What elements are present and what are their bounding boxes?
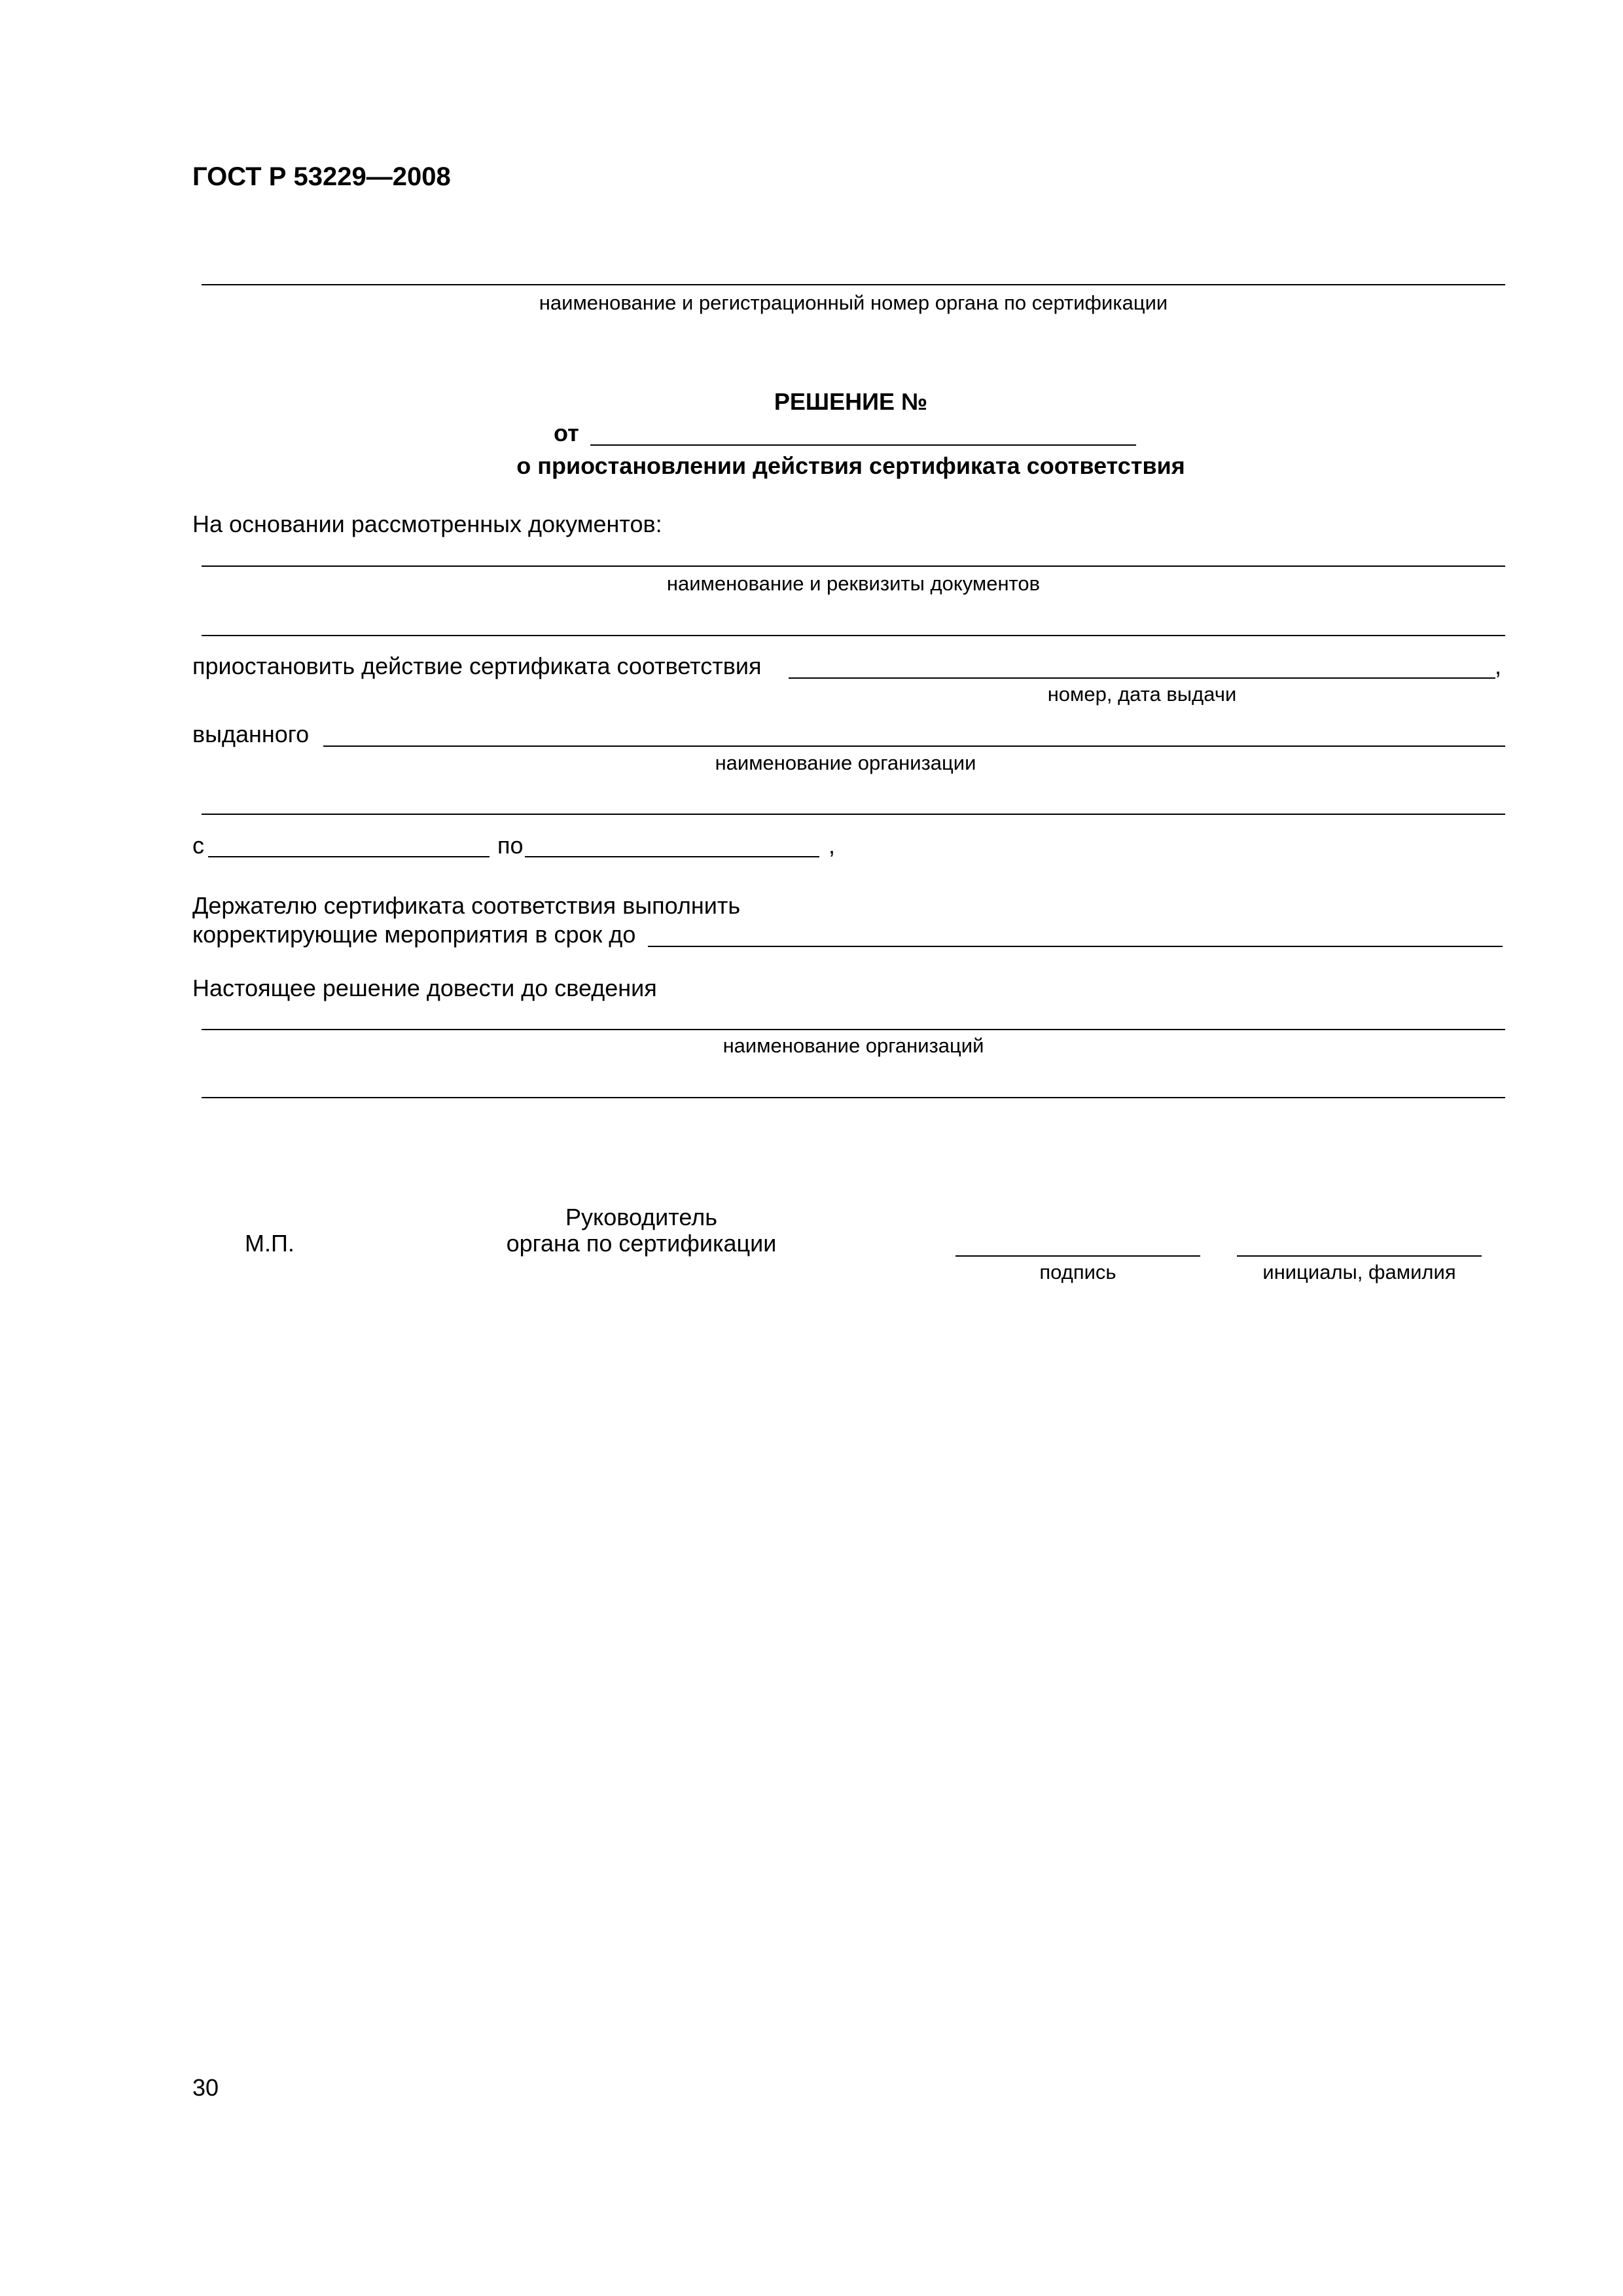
- decision-title: РЕШЕНИЕ №: [774, 388, 928, 415]
- page-number: 30: [192, 2074, 219, 2101]
- standard-code: ГОСТ Р 53229—2008: [192, 162, 451, 191]
- issued-label: выданного: [192, 721, 310, 747]
- organization-line-2[interactable]: [202, 814, 1505, 815]
- to-label: по: [497, 832, 524, 859]
- documents-line-2[interactable]: [202, 635, 1505, 636]
- caption-documents: наименование и реквизиты документов: [666, 572, 1041, 595]
- caption-number-date: номер, дата выдачи: [1047, 683, 1237, 706]
- to-date-line[interactable]: [525, 856, 819, 857]
- basis-label: На основании рассмотренных документов:: [192, 511, 662, 537]
- caption-name: инициалы, фамилия: [1262, 1261, 1456, 1283]
- caption-signature: подпись: [1039, 1261, 1116, 1283]
- signature-line[interactable]: [955, 1255, 1200, 1257]
- date-line[interactable]: [590, 444, 1136, 446]
- from-date-line[interactable]: [208, 856, 490, 857]
- deadline-line[interactable]: [648, 946, 1503, 947]
- notify-label: Настоящее решение довести до сведения: [192, 975, 657, 1001]
- body-name-line[interactable]: [202, 284, 1505, 285]
- caption-organizations: наименование организаций: [722, 1034, 984, 1057]
- certificate-number-line[interactable]: [789, 677, 1495, 679]
- documents-line[interactable]: [202, 565, 1505, 567]
- suspend-comma: ,: [1495, 653, 1502, 679]
- name-line[interactable]: [1237, 1255, 1482, 1257]
- caption-body-name: наименование и регистрационный номер органа по сертификации: [539, 291, 1168, 314]
- holder-line-1: Держателю сертификата соответствия выполнить: [192, 892, 741, 919]
- head-title-line-2: органа по сертификации: [506, 1230, 777, 1257]
- stamp-label: М.П.: [245, 1230, 294, 1257]
- holder-line-2: корректирующие мероприятия в срок до: [192, 921, 636, 948]
- period-comma: ,: [829, 832, 836, 859]
- from-label: с: [192, 832, 204, 859]
- organizations-line-2[interactable]: [202, 1097, 1505, 1098]
- organizations-line[interactable]: [202, 1029, 1505, 1030]
- suspend-label: приостановить действие сертификата соответствия: [192, 653, 762, 679]
- head-title-line-1: Руководитель: [565, 1204, 717, 1230]
- organization-line[interactable]: [323, 745, 1505, 747]
- caption-organization: наименование организации: [715, 751, 976, 774]
- decision-subtitle: о приостановлении действия сертификата соответствия: [516, 452, 1185, 479]
- date-prefix: от: [554, 420, 579, 446]
